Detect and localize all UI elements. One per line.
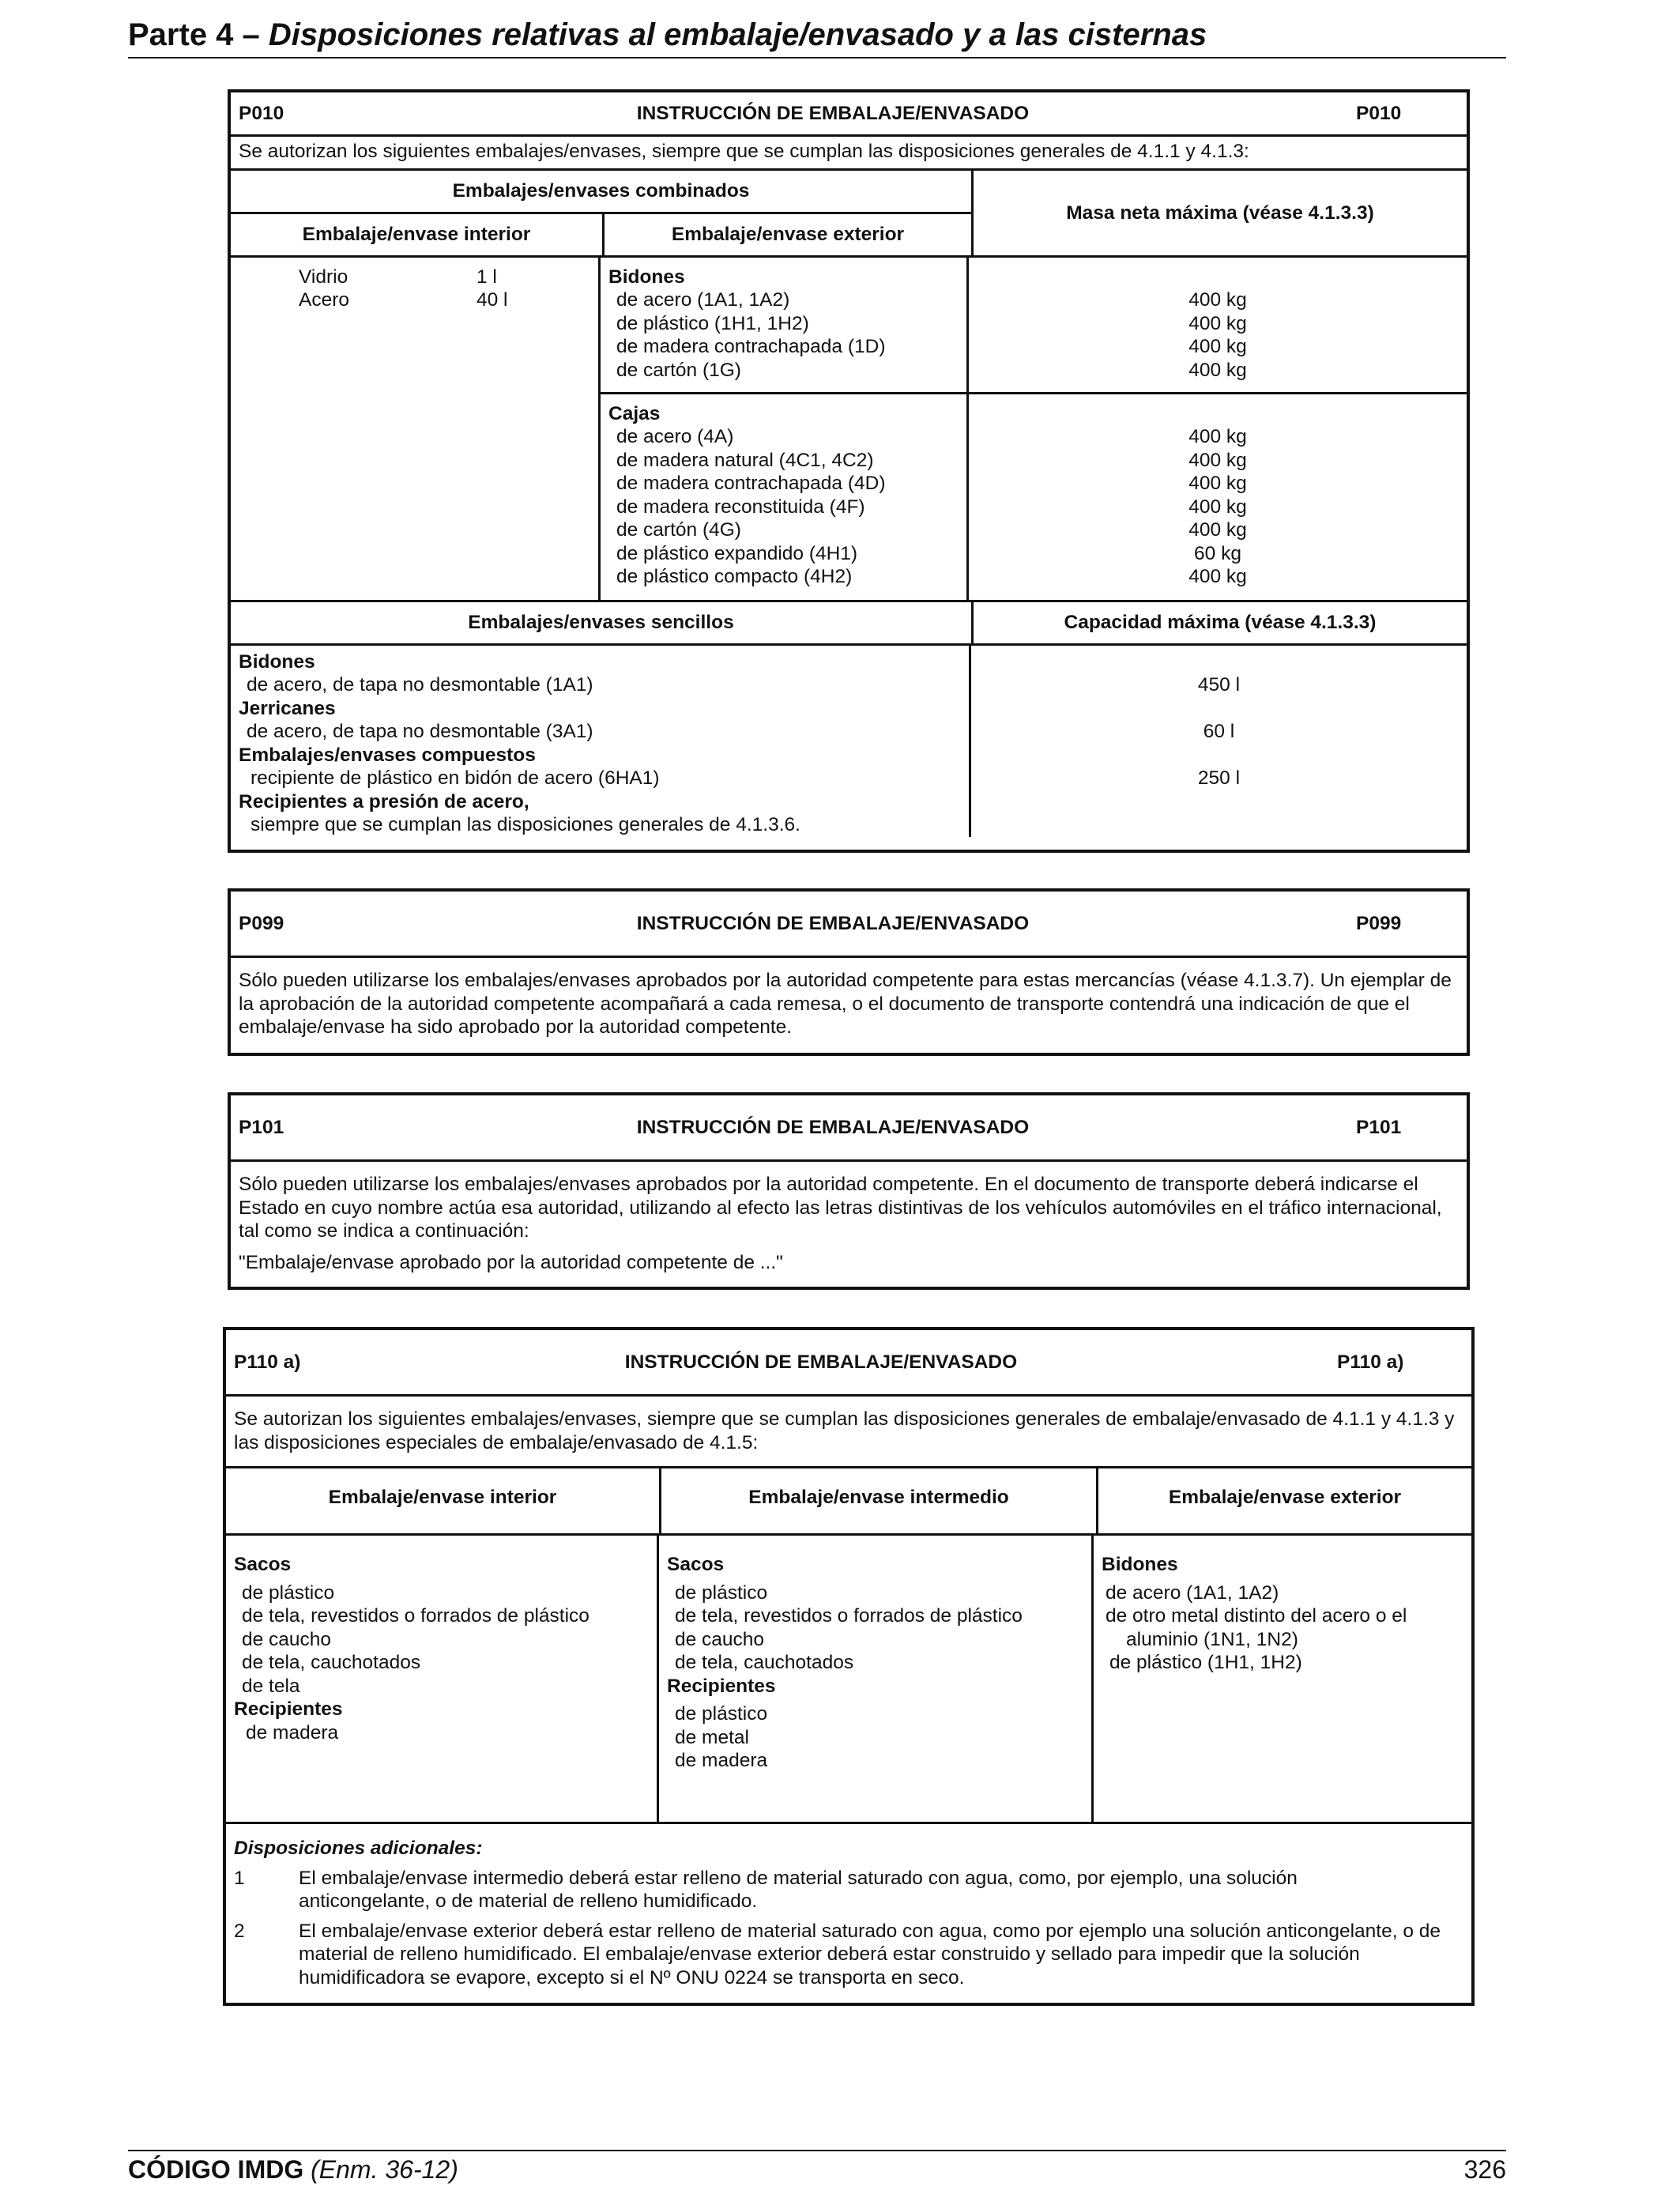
drums-title: Bidones [608, 266, 685, 288]
box-item: de madera natural (4C1, 4C2) [616, 449, 874, 471]
p110-title: INSTRUCCIÓN DE EMBALAJE/ENVASADO [624, 1351, 1018, 1373]
provision-text: El embalaje/envase exterior deberá estar relleno de material saturado con agua, como por ejemplo una solución anticongelante, o de material de relleno humidificado. El embalaje/envase exterior deberá estar construido y sellado para impedir que la solución humidificadora se evapore, excepto si el Nº ONU 0224 se transporta en seco. [299, 1920, 1441, 1989]
mid-recip: de plástico [675, 1703, 768, 1725]
inner-bags-title: Sacos [234, 1554, 292, 1575]
mid-bag: de tela, cauchotados [675, 1652, 854, 1673]
part-label: Parte 4 – [128, 17, 269, 52]
drum-item: de madera contrachapada (1D) [616, 336, 886, 357]
p099-header [231, 892, 1467, 958]
drum-item: de cartón (1G) [616, 359, 741, 381]
drum-mass: 400 kg [1188, 289, 1247, 311]
additional-title: Disposiciones adicionales: [234, 1838, 483, 1859]
single-jerr-title: Jerricanes [239, 697, 336, 719]
p010-intro: Se autorizan los siguientes embalajes/envases, siempre que se cumplan las disposiciones generales de 4.1.1 y 4.1.3: [231, 137, 1467, 171]
drum-mass: 400 kg [1188, 359, 1247, 381]
drum-mass: 400 kg [1188, 312, 1247, 334]
page-header [128, 13, 1506, 58]
p101-box [228, 1092, 1470, 1290]
inner-column [226, 1536, 659, 1822]
p010-code-left: P010 [239, 102, 284, 124]
capacity-header: Capacidad máxima (véase 4.1.3.3) [1064, 611, 1377, 633]
inner-bag: de caucho [242, 1628, 332, 1650]
inner-qty: 1 l [477, 266, 497, 288]
box-mass: 400 kg [1188, 449, 1247, 471]
p110-code-right: P110 a) [1337, 1351, 1404, 1373]
inner-qty: 40 l [477, 289, 508, 311]
mid-bag: de tela, revestidos o forrados de plástico [675, 1605, 1023, 1627]
provision-text: El embalaje/envase intermedio deberá estar relleno de material saturado con agua, como, por ejemplo, una solución anticongelante, o de material de relleno humidificado. [299, 1867, 1298, 1912]
outer-drum: de plástico (1H1, 1H2) [1109, 1652, 1302, 1673]
inner-bag: de plástico [242, 1581, 335, 1604]
p010-box [228, 89, 1470, 853]
mid-recip-title: Recipientes [667, 1675, 776, 1697]
box-item: de madera contrachapada (4D) [616, 473, 886, 494]
box-mass: 400 kg [1188, 519, 1247, 541]
provision-number: 1 [234, 1867, 245, 1889]
inner-name: Vidrio [299, 266, 348, 288]
p110-header [226, 1330, 1471, 1397]
p101-header [231, 1095, 1467, 1162]
combined-header: Embalajes/envases combinados [231, 171, 971, 214]
box-mass: 400 kg [1188, 426, 1247, 447]
p101-code-left: P101 [239, 1116, 284, 1138]
inner-name: Acero [299, 289, 350, 311]
mass-header: Masa neta máxima (véase 4.1.3.3) [1066, 202, 1374, 224]
outer-drums-title: Bidones [1102, 1554, 1178, 1575]
box-item: de cartón (4G) [616, 519, 741, 541]
boxes-title: Cajas [608, 402, 661, 424]
drum-mass: 400 kg [1188, 336, 1247, 357]
p110-intro: Se autorizan los siguientes embalajes/envases, siempre que se cumplan las disposiciones generales de embalaje/envasado de 4.1.1 y 4.1.3 y las disposiciones especiales de embalaje/envasado de 4.1.5: [226, 1397, 1471, 1468]
box-mass: 60 kg [1194, 542, 1241, 564]
p110-box [223, 1327, 1475, 2006]
box-mass: 400 kg [1188, 496, 1247, 518]
single-drums-title: Bidones [239, 650, 315, 673]
box-item: de plástico compacto (4H2) [616, 566, 853, 587]
outer-column [1094, 1536, 1471, 1822]
outer-drum: de otro metal distinto del acero o el [1106, 1605, 1407, 1627]
inner-list [231, 258, 601, 600]
inner-recip-title: Recipientes [234, 1698, 343, 1720]
inner-bag: de tela, revestidos o forrados de plástico [242, 1605, 590, 1627]
mid-column [659, 1536, 1094, 1822]
part-title: Disposiciones relativas al embalaje/envasado y a las cisternas [268, 17, 1207, 52]
p099-code-right: P099 [1356, 912, 1402, 934]
p099-code-left: P099 [239, 912, 284, 934]
mid-recip: de metal [675, 1726, 749, 1748]
p099-box [228, 888, 1470, 1056]
drum-item: de plástico (1H1, 1H2) [616, 312, 809, 334]
p110-code-left: P110 a) [234, 1351, 301, 1373]
mid-bag: de plástico [675, 1581, 768, 1604]
p010-code-right: P010 [1356, 102, 1402, 124]
single-press-item: siempre que se cumplan las disposiciones generales de 4.1.3.6. [250, 814, 800, 835]
col-inner-header: Embalaje/envase interior [226, 1468, 661, 1533]
inner-bag: de tela [242, 1675, 300, 1697]
p099-text: Sólo pueden utilizarse los embalajes/envases aprobados por la autoridad competente para estas mercancías (véase 4.1.3.7). Un ejemplar de la aprobación de la autoridad competente acompañará a cada remesa, o el documento de transporte contendrá una indicación de que el embalaje/envase ha sido aprobado por la autoridad competente. [239, 970, 1452, 1038]
jerr-capacity: 60 l [1203, 721, 1235, 742]
box-item: de acero (4A) [616, 426, 734, 447]
comp-capacity: 250 l [1197, 767, 1241, 789]
p101-quote: "Embalaje/envase aprobado por la autoridad competente de ..." [239, 1251, 783, 1273]
single-header: Embalajes/envases sencillos [231, 602, 974, 643]
single-jerr-item: de acero, de tapa no desmontable (3A1) [247, 721, 593, 742]
single-drums-item: de acero, de tapa no desmontable (1A1) [247, 674, 593, 696]
box-item: de plástico expandido (4H1) [616, 542, 858, 564]
mid-bag: de caucho [675, 1628, 765, 1650]
p101-title: INSTRUCCIÓN DE EMBALAJE/ENVASADO [636, 1116, 1030, 1138]
mid-bags-title: Sacos [667, 1554, 725, 1575]
col-mid-header: Embalaje/envase intermedio [661, 1468, 1098, 1533]
p101-text: Sólo pueden utilizarse los embalajes/envases aprobados por la autoridad competente. En el documento de transporte deberá indicarse el Estado en cuyo nombre actúa esa autoridad, utilizando al efecto las letras distintivas de los vehículos automóviles en el tráfico internacional, tal como se indica a continuación: [239, 1174, 1442, 1242]
p010-title: INSTRUCCIÓN DE EMBALAJE/ENVASADO [636, 102, 1030, 124]
inner-recip: de madera [246, 1721, 339, 1744]
box-mass: 400 kg [1188, 566, 1247, 587]
footer-edition: (Enm. 36-12) [311, 2155, 458, 2184]
provision-number: 2 [234, 1920, 245, 1942]
box-mass: 400 kg [1188, 473, 1247, 494]
col-outer-header: Embalaje/envase exterior [1168, 1487, 1402, 1508]
footer-code: CÓDIGO IMDG [128, 2155, 311, 2184]
page-number: 326 [1463, 2155, 1506, 2184]
p099-title: INSTRUCCIÓN DE EMBALAJE/ENVASADO [636, 912, 1030, 934]
p010-header [231, 92, 1467, 137]
outer-drum: aluminio (1N1, 1N2) [1126, 1628, 1298, 1650]
page-footer [128, 2150, 1506, 2188]
inner-bag: de tela, cauchotados [242, 1652, 421, 1673]
outer-header: Embalaje/envase exterior [671, 223, 905, 245]
inner-header: Embalaje/envase interior [231, 214, 605, 255]
single-press-title: Recipientes a presión de acero, [239, 790, 529, 812]
box-item: de madera reconstituida (4F) [616, 496, 865, 518]
single-comp-item: recipiente de plástico en bidón de acero (6HA1) [250, 767, 660, 789]
drums-capacity: 450 l [1197, 674, 1241, 696]
mid-recip: de madera [675, 1750, 768, 1771]
drum-item: de acero (1A1, 1A2) [616, 289, 790, 311]
outer-drum: de acero (1A1, 1A2) [1106, 1581, 1279, 1604]
additional-provisions [226, 1824, 1471, 1989]
single-comp-title: Embalajes/envases compuestos [239, 744, 536, 766]
p101-code-right: P101 [1356, 1116, 1402, 1138]
